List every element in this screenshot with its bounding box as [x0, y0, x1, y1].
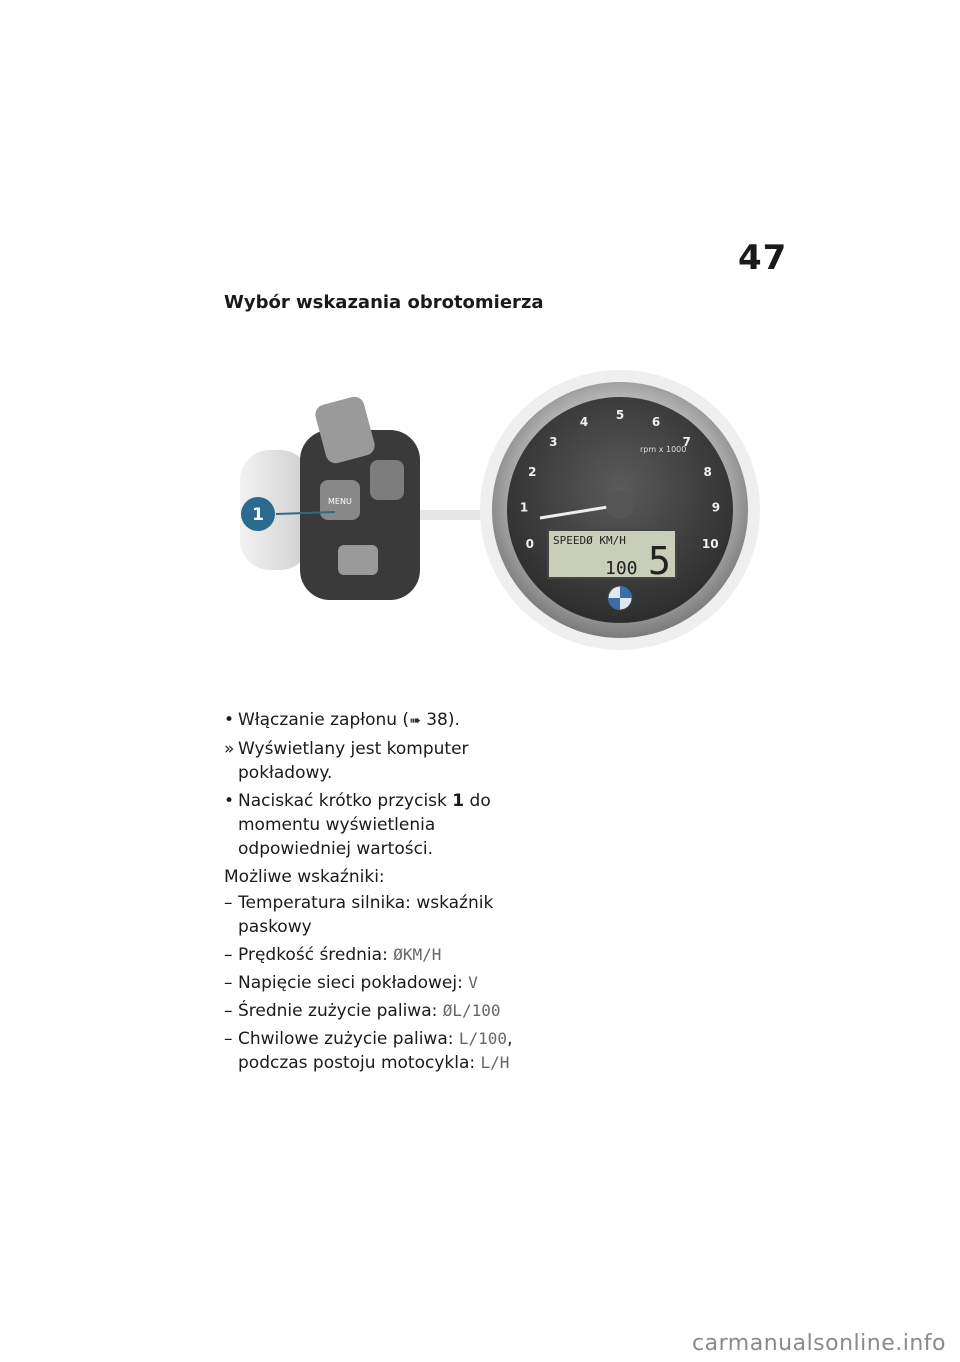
dash-icon: – [224, 945, 233, 965]
tick-label: 3 [549, 434, 558, 449]
lcd-gear: 5 [648, 539, 671, 583]
handlebar-gauge-figure [220, 360, 780, 680]
tick-label: 8 [703, 465, 712, 479]
option-5-code: L/100 [458, 1029, 508, 1048]
lcd-top-text: SPEEDØ KM/H [553, 534, 626, 547]
step-1 [224, 708, 524, 733]
arrow-right-icon: ➠ [409, 713, 421, 729]
result-icon: » [224, 739, 235, 759]
step-1-text: Włączanie zapłonu ( [238, 710, 410, 730]
rpm-unit: rpm x 1000 [640, 445, 687, 454]
callout-number: 1 [252, 505, 264, 525]
menu-label: MENU [328, 497, 352, 506]
step-2-rest: do momentu wyświetlenia odpowiedniej wartości. [238, 791, 491, 859]
page-number: 47 [738, 238, 788, 278]
option-2-label: Prędkość średnia: [238, 945, 394, 965]
option-4-label: Średnie zużycie paliwa: [238, 1001, 443, 1021]
option-4-code: ØL/100 [442, 1001, 501, 1020]
option-4 [224, 999, 524, 1023]
option-1-label: Temperatura silnika: wskaźnik paskowy [238, 893, 494, 937]
options-heading: Możliwe wskaźniki: [224, 867, 385, 887]
tick-label: 2 [528, 465, 537, 479]
dash-icon: – [224, 893, 233, 913]
dash-icon: – [224, 1029, 233, 1049]
section-title: Wybór wskazania obrotomierza [224, 292, 544, 313]
step-2 [224, 789, 524, 861]
option-5-code2: L/H [480, 1053, 510, 1072]
option-5-rest: , podczas postoju motocykla: [238, 1029, 513, 1073]
tick-label: 6 [651, 415, 661, 429]
tick-label: 4 [579, 415, 589, 429]
bullet-icon: • [224, 710, 235, 730]
lcd-speed: 100 [605, 558, 638, 579]
result-1-text: Wyświetlany jest komputer pokładowy. [238, 739, 469, 783]
dash-icon: – [224, 973, 233, 993]
option-5-label: Chwilowe zużycie paliwa: [238, 1029, 459, 1049]
option-5 [224, 1027, 524, 1075]
tick-label: 9 [711, 500, 721, 515]
option-3 [224, 971, 524, 995]
option-3-code: V [468, 973, 478, 992]
step-1-ref: 38). [426, 710, 460, 730]
tick-label: 7 [682, 434, 691, 449]
instructions [224, 708, 524, 1079]
option-1 [224, 891, 524, 939]
tick-label: 1 [519, 500, 529, 515]
tick-label: 10 [701, 536, 719, 551]
step-2-text: Naciskać krótko przycisk [238, 791, 453, 811]
result-1 [224, 737, 524, 785]
option-2-code: ØKM/H [393, 945, 442, 964]
tick-label: 5 [615, 408, 625, 422]
watermark: carmanualsonline.info [692, 1331, 946, 1356]
option-3-label: Napięcie sieci pokładowej: [238, 973, 469, 993]
tick-label: 0 [525, 536, 534, 551]
tachometer [480, 370, 760, 650]
step-2-key: 1 [452, 791, 465, 811]
option-2 [224, 943, 524, 967]
dash-icon: – [224, 1001, 233, 1021]
bullet-icon: • [224, 791, 235, 811]
